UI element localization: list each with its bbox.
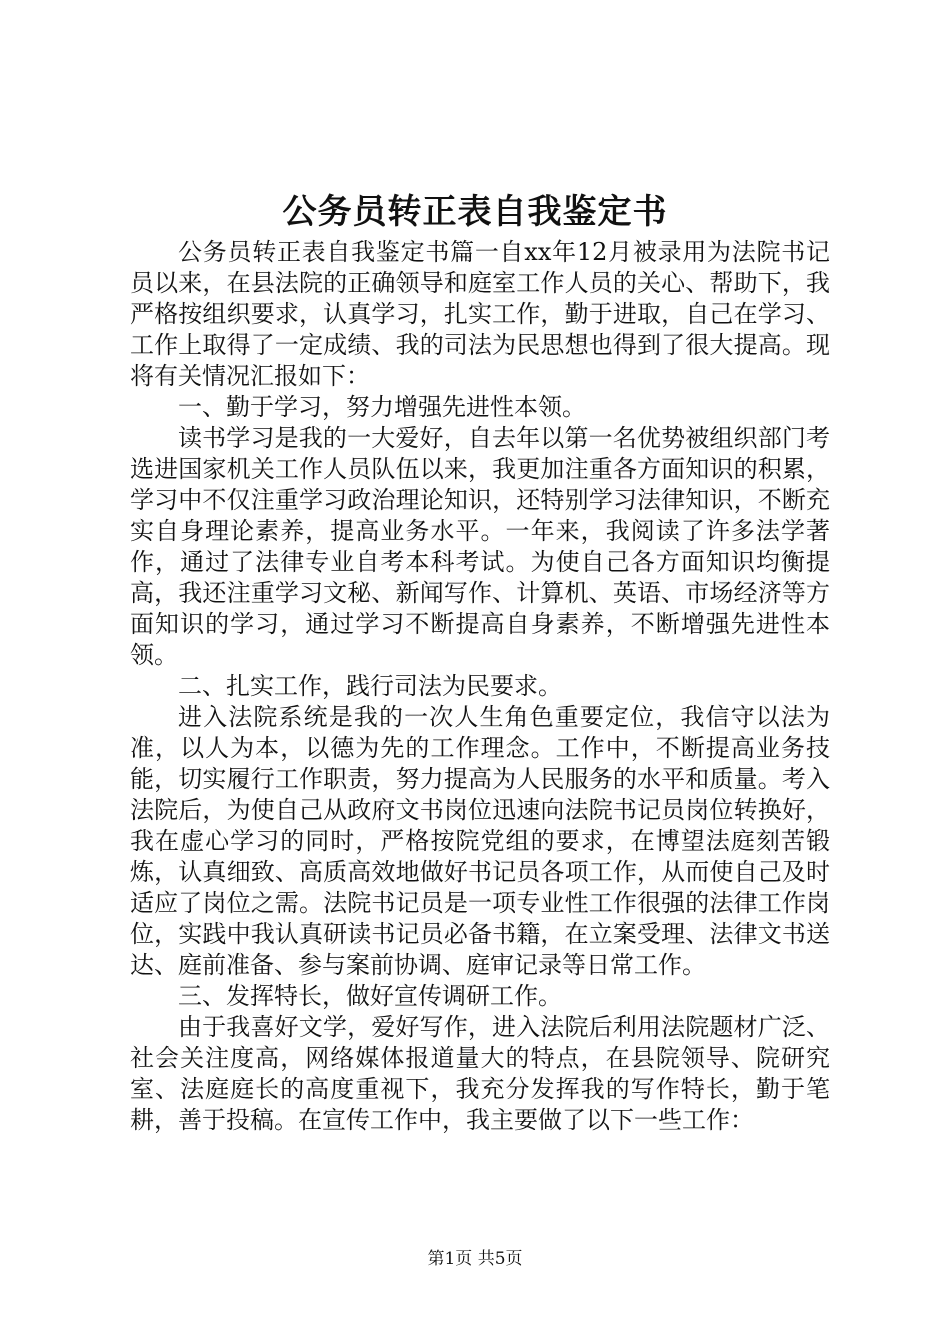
document-body (130, 237, 830, 1136)
section-heading-1: 一、勤于学习，努力增强先进性本领。 (178, 393, 586, 421)
paragraph-intro: 公务员转正表自我鉴定书篇一自xx年12月被录用为法院书记员以来，在县法院的正确领导和庭室工作人员的关心、帮助下，我严格按组织要求，认真学习，扎实工作，勤于进取，自己在学习、工作上取得了一定成绩、我的司法为民思想也得到了很大提高。现将有关情况汇报如下： (130, 238, 830, 390)
page-number-footer: 第1页 共5页 (427, 1249, 523, 1269)
paragraph-publicity: 由于我喜好文学，爱好写作，进入法院后利用法院题材广泛、社会关注度高，网络媒体报道量大的特点，在县院领导、院研究室、法庭庭长的高度重视下，我充分发挥我的写作特长，勤于笔耕，善于投稿。在宣传工作中，我主要做了以下一些工作： (130, 1013, 830, 1134)
paragraph-study: 读书学习是我的一大爱好，自去年以第一名优势被组织部门考选进国家机关工作人员队伍以来，我更加注重各方面知识的积累，学习中不仅注重学习政治理论知识，还特别学习法律知识，不断充实自身理论素养，提高业务水平。一年来，我阅读了许多法学著作，通过了法律专业自考本科考试。为使自己各方面知识均衡提高，我还注重学习文秘、新闻写作、计算机、英语、市场经济等方面知识的学习，通过学习不断提高自身素养，不断增强先进性本领。 (130, 424, 830, 669)
paragraph-work: 进入法院系统是我的一次人生角色重要定位，我信守以法为准，以人为本，以德为先的工作理念。工作中，不断提高业务技能，切实履行工作职责，努力提高为人民服务的水平和质量。考入法院后，为使自己从政府文书岗位迅速向法院书记员岗位转换好，我在虚心学习的同时，严格按院党组的要求，在博望法庭刻苦锻炼，认真细致、高质高效地做好书记员各项工作，从而使自己及时适应了岗位之需。法院书记员是一项专业性工作很强的法律工作岗位，实践中我认真研读书记员必备书籍，在立案受理、法律文书送达、庭前准备、参与案前协调、庭审记录等日常工作。 (130, 703, 830, 979)
section-heading-3: 三、发挥特长，做好宣传调研工作。 (178, 982, 562, 1010)
section-heading-2: 二、扎实工作，践行司法为民要求。 (178, 672, 562, 700)
document-title: 公务员转正表自我鉴定书 (282, 192, 668, 232)
